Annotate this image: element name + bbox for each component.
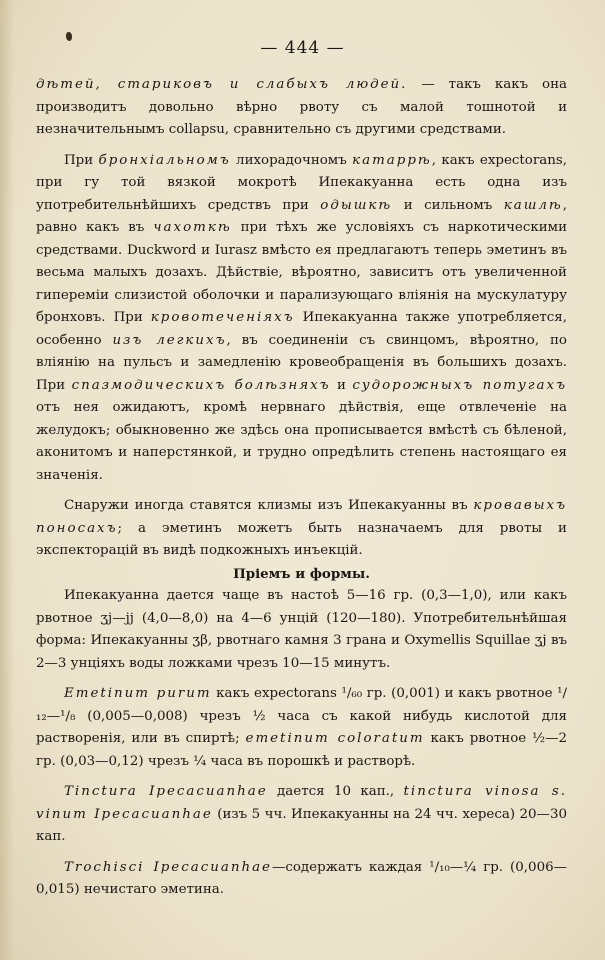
text-run: при тѣхъ же условіяхъ съ наркотическими средствами. Duckword и Iurasz вмѣсто ея предлагаютъ теперь эметинъ въ весьма малыхъ дозахъ. Дѣйствіе, вѣроятно, зависитъ отъ увеличенной гипереміи слизистой оболочки и парализующаго вліянія на мускулатуру бронховъ. При (36, 220, 567, 325)
page-number: — 444 — (260, 38, 345, 58)
text-run: и (330, 377, 353, 393)
emphasis: tinctura vinosa s. vinum Ipecacuanhae (36, 784, 567, 822)
text-run: , какъ expectorans, при гу той вязкой мокротѣ Ипекакуанна есть одна изъ употребительнѣйшихъ средствъ при (36, 152, 567, 213)
text-run: лихорадочномъ (230, 152, 353, 168)
emphasis: emetinum coloratum (245, 731, 425, 746)
text-run: (изъ 5 чч. Ипекакуанны на 24 чч. хереса) 20—30 кап. (36, 806, 567, 844)
emphasis: судорожныхъ потугахъ (352, 377, 568, 393)
paragraph-4 (36, 585, 567, 675)
text-run: —содержатъ каждая ¹/₁₀—¼ гр. (0,006—0,015) нечистаго эметина. (36, 859, 567, 897)
paragraph-7 (36, 857, 567, 902)
emphasis: чахоткѣ (153, 220, 232, 235)
text-run: Ипекакуанна дается чаще въ настоѣ 5—16 гр. (0,3—1,0), или какъ рвотное ʒj—jj (4,0—8,0) на 4—6 унцій (120—180). Употребительнѣйшая форма: Ипекакуанны ʒβ, рвотнаго камня 3 грана и Oxymellis Squillae ʒj въ 2—3 унціяхъ воды ложками чрезъ 10—15 минутъ. (36, 588, 567, 671)
text-run: и сильномъ (392, 197, 504, 213)
page-body (36, 74, 567, 902)
text-run: отъ нея ожидаютъ, кромѣ нервнаго дѣйствія, еще отвлеченіе на желудокъ; обыкновенно же здѣсь она прописывается вмѣстѣ съ бѣленой, аконитомъ и наперстянкой, и трудно опредѣлить степень настоящаго ея значенія. (36, 400, 567, 483)
emphasis: Tinctura Ipecacuanhae (64, 784, 268, 799)
emphasis: изъ легкихъ (112, 332, 227, 348)
paragraph-3 (36, 495, 567, 563)
emphasis: Emetinum purum (64, 686, 212, 701)
text-run: Снаружи иногда ставятся клизмы изъ Ипекакуанны въ (64, 498, 474, 513)
emphasis: кровотеченіяхъ (150, 310, 295, 325)
text-run: какъ expectorans ¹/₆₀ гр. (0,001) и какъ рвотное ¹/₁₂—¹/₈ (0,005—0,008) чрезъ ½ часа съ какой нибудь кислотой для растворенія, или въ спиртѣ; (36, 686, 567, 746)
section-heading: Пріемъ и формы. (233, 565, 370, 582)
text-run: При (64, 152, 99, 168)
emphasis: катаррѣ (352, 152, 432, 168)
emphasis: одышкѣ (320, 197, 393, 213)
emphasis: кровавыхъ поносахъ (36, 498, 567, 536)
text-run: какъ рвотное ½—2 гр. (0,03—0,12) чрезъ ¼ часа въ порошкѣ и растворѣ. (36, 731, 567, 769)
emphasis: бронхіальномъ (98, 152, 231, 168)
paragraph-1 (36, 74, 567, 142)
text-run: , въ соединеніи съ свинцомъ, вѣроятно, по вліянію на пульсъ и замедленію кровеобращенія въ большихъ дозахъ. При (36, 332, 567, 393)
text-run: ; а эметинъ можетъ быть назначаемъ для рвоты и экспекторацій въ видѣ подкожныхъ инъекцій. (36, 520, 567, 558)
paragraph-2 (36, 150, 567, 488)
text-run: дается 10 кап., (267, 784, 404, 799)
text-run: — такъ какъ она производитъ довольно вѣрно рвоту съ малой тошнотой и незначительнымъ collapsu, сравнительно съ другими средствами. (36, 77, 567, 137)
emphasis: кашлѣ (503, 197, 563, 213)
paragraph-6 (36, 781, 567, 849)
page-edge-shadow (0, 0, 14, 960)
emphasis: спазмодическихъ болѣзняхъ (71, 377, 331, 393)
paragraph-5 (36, 683, 567, 773)
emphasis: дѣтей, стариковъ и слабыхъ людей. (36, 77, 408, 92)
emphasis: Trochisci Ipecacuanhae (64, 859, 272, 875)
text-run: , равно какъ въ (36, 197, 568, 235)
text-run: Ипекакуанна также употребляется, особенно (36, 310, 567, 348)
